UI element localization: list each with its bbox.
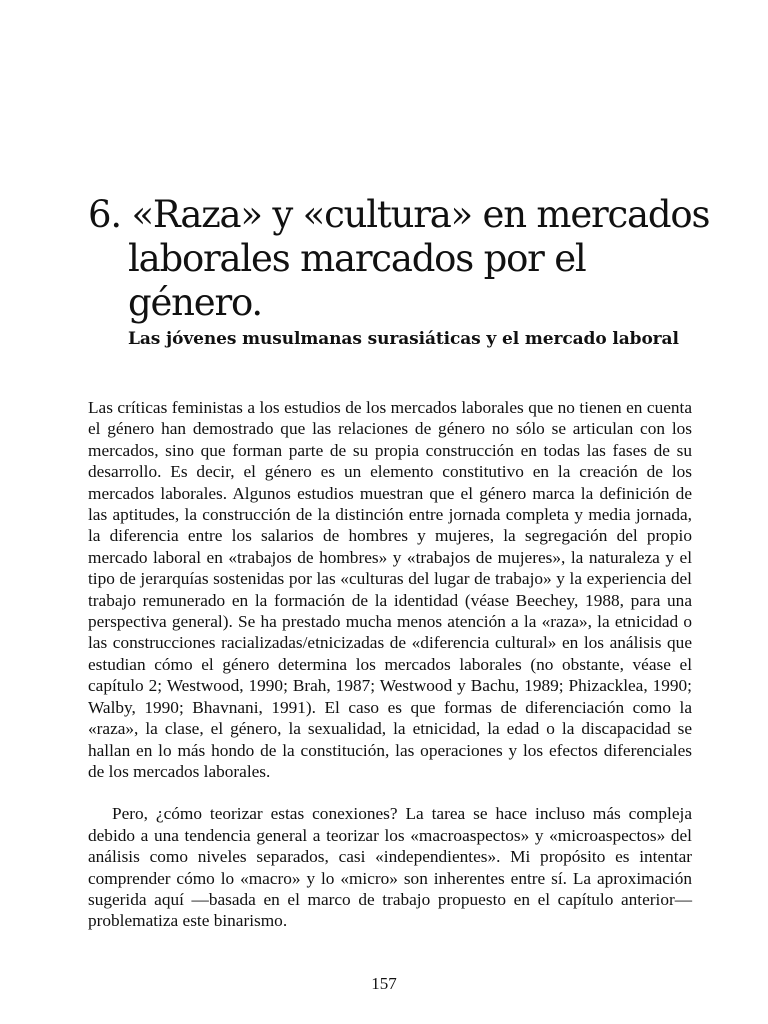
chapter-title	[88, 193, 710, 325]
paragraph-2: Pero, ¿cómo teorizar estas conexiones? La tarea se hace incluso más compleja debido a una tendencia general a teorizar los «macroaspectos» y «microaspectos» del análisis como niveles separados, casi «independientes». Mi propósito es intentar comprender cómo lo «macro» y lo «micro» son inherentes entre sí. La aproximación sugerida aquí —basada en el marco de trabajo propuesto en el capítulo anterior— problematiza este binarismo.	[88, 804, 692, 931]
chapter-subtitle: Las jóvenes musulmanas surasiáticas y el mercado laboral	[128, 329, 679, 349]
chapter-title-line-2: laborales marcados por el	[128, 237, 586, 280]
chapter-title-line-1: 6. «Raza» y «cultura» en mercados	[88, 193, 710, 236]
chapter-heading	[88, 193, 710, 351]
page-number: 157	[371, 974, 397, 993]
body-text	[88, 397, 692, 932]
chapter-title-line-3: género.	[128, 281, 262, 324]
paragraph-1: Las críticas feministas a los estudios de los mercados laborales que no tienen en cuenta el género han demostrado que las relaciones de género no sólo se articulan con los mercados, sino que forman parte de su propia construcción en todas las fases de su desarrollo. Es decir, el género es un elemento constitutivo en la creación de los mercados laborales. Algunos estudios muestran que el género marca la definición de las aptitudes, la construcción de la distinción entre jornada completa y media jornada, la diferencia entre los salarios de hombres y mujeres, la segregación del propio mercado laboral en «trabajos de hombres» y «trabajos de mujeres», la naturaleza y el tipo de jerarquías sostenidas por las «culturas del lugar de trabajo» y la experiencia del trabajo remunerado en la formación de la identidad (véase Beechey, 1988, para una perspectiva general). Se ha prestado mucha menos atención a la «raza», la etnicidad o las construcciones racializadas/etnicizadas de «diferencia cultural» en los análisis que estudian cómo el género determina los mercados laborales (no obstante, véase el capítulo 2; Westwood, 1990; Brah, 1987; Westwood y Bachu, 1989; Phizacklea, 1990; Walby, 1990; Bhavnani, 1991). El caso es que formas de diferenciación como la «raza», la clase, el género, la sexualidad, la etnicidad, la edad o la discapacidad se hallan en lo más hondo de la constitución, las operaciones y los efectos diferenciales de los mercados laborales.	[88, 398, 692, 781]
